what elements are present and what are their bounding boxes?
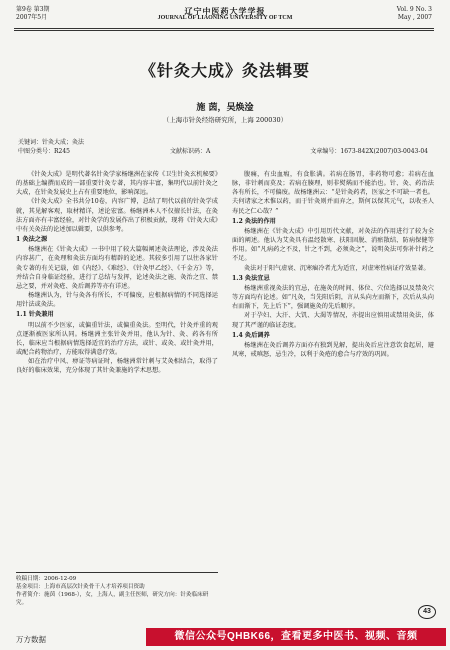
keywords-block [18, 138, 428, 156]
running-header [0, 6, 450, 28]
subsection-heading: 1.4 灸后调养 [232, 331, 270, 339]
promo-banner[interactable]: 微信公众号QHBK66，查看更多中医书、视频、音频 [146, 628, 446, 646]
date-cn: 2007年5月 [16, 14, 48, 21]
subsection-heading: 1.1 针灸兼用 [16, 311, 54, 319]
journal-name-en: JOURNAL OF LIAONING UNIVERSITY OF TCM [157, 15, 293, 21]
clc-number: 中图分类号：R245 [18, 148, 70, 155]
author-line: 施 茵，吴焕淦 [196, 103, 254, 113]
paragraph: 如在治疗中风、痹证等病证时，杨继洲常针刺与艾灸相结合，取得了良好的临床效果，充分体现了其针灸兼施的学术思想。 [16, 358, 218, 375]
volume-issue-cn: 第9卷 第3期 [16, 6, 50, 13]
journal-name-cn: 辽宁中医药大学学报 [184, 6, 266, 16]
paragraph: 《针灸大成》是明代著名针灸学家杨继洲在家传《卫生针灸玄机秘要》的基础上编撰而成的一部重要针灸专著，其内容丰富，集明代以前针灸之大成，在针灸发展史上占有重要地位，影响深远。 [16, 171, 218, 197]
paragraph: 《针灸大成》全书共分10卷，内容广博，总结了明代以前的针灸学成就，其见解客观，取材精详，述论宏富。杨继洲本人不仅擅长针法，在灸法方面亦有丰富经验，对针灸学的发展作出了积极贡献，现将《针灸大成》中有关灸法的论述加以辑要，以供参考。 [16, 198, 218, 233]
header-right [397, 6, 432, 22]
paragraph: 杨继洲认为，针与灸各有所长，不可偏废，应根据病情的不同选择运用针法或灸法。 [16, 292, 218, 309]
source-watermark: 万方数据 [16, 635, 46, 644]
paragraph: 腹痛，有虫血瘕，有食胀满。若病在肠胃，非药物可愈；若病在血脉，非针刺而莫及；若病在腠理，则非熨焫而不能治也。针、灸、药治法各有所长，不可偏废。故杨继洲云：“是针灸药者，医家之不可缺一者也。夫何诸家之术惟以药，而于针灸则并而弃之，斯何以保其元气，以收圣人寿民之仁心哉？” [232, 171, 434, 215]
paragraph: 对于孕妇、大汗、大饥、大渴等情况，亦提出应慎用或禁用灸法，体现了其严谨的临证态度。 [232, 312, 434, 329]
classification-row [18, 147, 428, 156]
page-number: 43 [418, 605, 436, 619]
article-number: 文章编号：1673-842X(2007)03-0043-04 [310, 148, 428, 155]
volume-issue-en: Vol. 9 No. 3 [396, 6, 432, 13]
fund-info: 基金项目：上海市高层次针灸骨干人才培养项目资助 [16, 584, 145, 590]
paragraph: 灸法对于阳气虚衰、沉寒痼冷者尤为适宜，对虚寒性病证疗效显著。 [244, 264, 430, 272]
right-column [232, 170, 434, 359]
footnote [16, 572, 218, 607]
paragraph: 杨继洲在灸后调养方面亦有独到见解，提出灸后应注意饮食起居，避风寒，戒嗔怒，忌生冷，以利于灸疮的愈合与疗效的巩固。 [232, 341, 434, 358]
article-title: 《针灸大成》灸法辑要 [139, 61, 310, 80]
header-rule-thick [14, 28, 434, 29]
author-bio: 作者简介：施茵（1968-），女，上海人，副主任医师，研究方向：针灸临床研究。 [16, 592, 209, 606]
paragraph: 杨继洲重视灸法的宜忌，在施灸的时间、体位、穴位选择以及禁灸穴等方面均有论述。如“凡灸，当先阳后阴，言从头向左而渐下，次后从头向右而渐下，先上后下”，强调施灸的先后顺序。 [232, 284, 434, 311]
received-date: 收稿日期：2006-12-09 [16, 576, 77, 582]
date-en: May , 2007 [397, 14, 432, 21]
section-heading: 1 灸法之源 [16, 236, 48, 244]
document-code: 文献标识码：A [170, 148, 211, 155]
paragraph: 杨继洲在《针灸大成》中引用历代文献，对灸法的作用进行了较为全面的阐述。他认为艾灸具有温经散寒、扶阳固脱、消瘀散结、防病保健等作用。如“凡病药之不及，针之不到，必须灸之”，说明灸法可弥补针药之不足。 [232, 227, 434, 263]
affiliation: （上海市针灸经络研究所，上海 200030） [162, 116, 288, 124]
subsection-heading: 1.2 灸法的作用 [232, 217, 276, 225]
keywords: 关键词：针灸大成；灸法 [18, 139, 85, 146]
paragraph: 明以前不少医家，或偏重针法，或偏重灸法。至明代，针灸并重的观点逐渐被医家所认同。杨继洲主张针灸并用，他认为针、灸、药各有所长，临床应当根据病情选择适宜的治疗方法，或针、或灸、或针灸并用，或配合药物治疗，方能取得满意疗效。 [16, 321, 218, 356]
paragraph: 杨继洲在《针灸大成》一书中用了较大篇幅阐述灸法理论，涉及灸法内容甚广，在灸理和灸法方面均有精辟的论述。其较多引用了以往各家针灸专著的有关记载，如《内经》、《难经》、《针灸甲乙经》、《千金方》等，并结合自身临证经验，进行了总结与发挥，论述灸法之施、灸治之宜、禁忌之要，并对灸疮、灸后调养等亦有详述。 [16, 246, 218, 290]
left-column [16, 170, 218, 375]
header-rule-thin [14, 30, 434, 31]
subsection-heading: 1.3 灸法宜忌 [232, 274, 270, 282]
